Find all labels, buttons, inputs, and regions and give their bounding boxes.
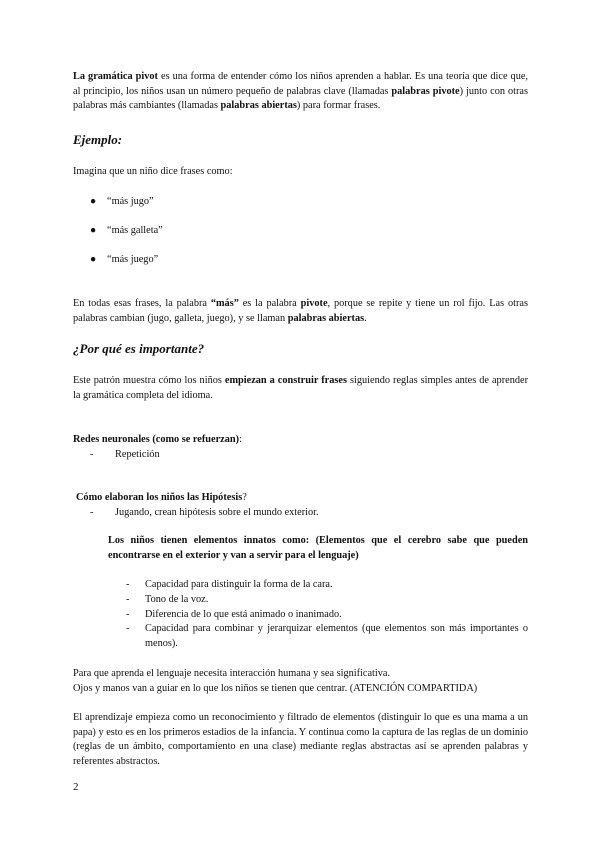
- innatos-item: - Capacidad para distinguir la forma de la cara.: [126, 578, 528, 593]
- bullet-icon: ●: [90, 254, 97, 265]
- dash-icon: -: [90, 449, 94, 460]
- closing-line-2: Ojos y manos van a guiar en lo que los niños se tienen que centrar. (ATENCIÓN COMPARTIDA): [73, 683, 478, 694]
- list-item: ● “más juego”: [90, 253, 158, 268]
- hipotesis-title: Cómo elaboran los niños las Hipótesis?: [76, 492, 247, 503]
- ejemplo-lead: Imagina que un niño dice frases como:: [73, 166, 233, 177]
- innatos-item: - Diferencia de lo que está animado o inanimado.: [126, 608, 528, 623]
- intro-term: La gramática pivot: [73, 71, 158, 82]
- intro-paragraph: La gramática pivot es una forma de entender cómo los niños aprenden a hablar. Es una teoría que dice que, al principio, los niños usan un número pequeño de palabras clave (llamadas palabras pivote) junto con otras palabras más cambiantes (llamadas palabras abiertas) para formar frases.: [73, 71, 529, 111]
- bullet-icon: ●: [90, 225, 97, 236]
- innatos-item: - Capacidad para combinar y jerarquizar elementos (que elementos son más importantes o menos).: [126, 622, 528, 651]
- dash-icon: -: [126, 594, 130, 605]
- dash-icon: -: [126, 623, 130, 634]
- importance-heading: ¿Por qué es importante?: [73, 341, 205, 356]
- list-item: ● “más galleta”: [90, 224, 163, 239]
- importance-paragraph: Este patrón muestra cómo los niños empiezan a construir frases siguiendo reglas simples antes de aprender la gramática completa del idioma.: [73, 375, 528, 401]
- page-number: 2: [73, 781, 79, 793]
- innatos-title: Los niños tienen elementos innatos como: (Elementos que el cerebro sabe que pueden encontrarse en el exterior y van a servir para el lenguaje): [108, 535, 528, 561]
- closing-paragraph: El aprendizaje empieza como un reconocimiento y filtrado de elementos (distinguir lo que es una mama a un papa) y esto es en los primeros estadios de la infancia. Y continua como la captura de las reglas de un dominio (reglas de un ámbito, comportamiento en una clase) mediante reglas abstractas así se aprenden palabras y referentes abstractos.: [73, 712, 528, 767]
- ejemplo-heading: Ejemplo:: [73, 132, 123, 147]
- closing-line-1: Para que aprenda el lenguaje necesita interacción humana y sea significativa.: [73, 668, 391, 679]
- innatos-item: - Tono de la voz.: [126, 593, 528, 608]
- dash-icon: -: [126, 609, 130, 620]
- bullet-icon: ●: [90, 196, 97, 207]
- list-item: ● “más jugo”: [90, 195, 154, 210]
- dash-icon: -: [90, 507, 94, 518]
- redes-item: - Repetición: [90, 448, 160, 463]
- redes-title: Redes neuronales (como se refuerzan):: [73, 434, 242, 445]
- explain-paragraph: En todas esas frases, la palabra “más” es la palabra pivote, porque se repite y tiene un rol fijo. Las otras palabras cambian (jugo, galleta, juego), y se llaman palabras abiertas.: [73, 298, 528, 324]
- dash-icon: -: [126, 579, 130, 590]
- hipotesis-item: - Jugando, crean hipótesis sobre el mundo exterior.: [90, 506, 319, 521]
